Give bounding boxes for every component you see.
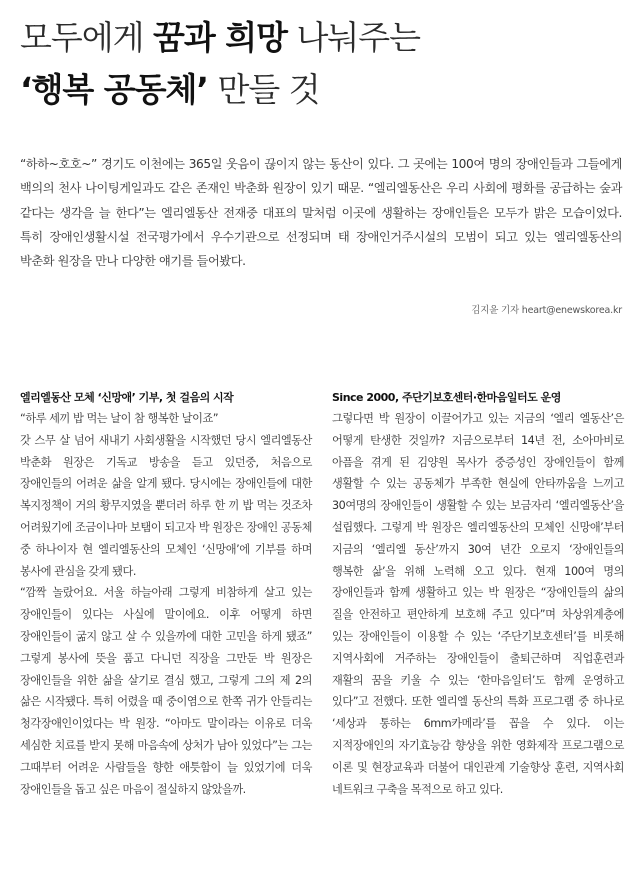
headline-line2: [20, 70, 320, 109]
left-paragraph: “하루 세끼 밥 먹는 날이 참 행복한 날이죠”: [20, 412, 219, 425]
right-paragraph: 그렇다면 박 원장이 이끌어가고 있는 지금의 ‘엘리 엘동산’은 어떻게 탄생한 것일까? 지금으로부터 14년 전, 소아마비로 아픔을 겪게 된 김양원 목사가 중증성인 장애인들이 함께 생활할 수 있는 공동체가 부족한 현실에 안타까움을 느끼고 30여명의 장애인들이 생활할 수 있는 보금자리 ‘엘리엘동산’을 설립했다. 그렇게 박 원장은 엘리엘동산의 모체인 신망애’부터 지금의 ‘엘리엘 동산’까지 30여 년간 오로지 ‘장애인들의 행복한 삶’을 위해 노력해 오고 있다. 현재 100여 명의 장애인들과 함께 생활하고 있는 박 원장은 “장애인들의 삶의 질을 안전하고 편안하게 보호해 주고 있다”며 차상위계층에 있는 장애인들이 이용할 수 있는 ‘주단기보호센터’를 비롯해 지역사회에 거주하는 장애인들이 출퇴근하며 직업훈련과 재활의 꿈을 키울 수 있는 ‘한마음일터’도 함께 운영하고 있다”고 전했다. 또한 엘리엘 동산의 특화 프로그램 중 하나로 ‘세상과 통하는 6mm카메라’를 꼽을 수 있다. 이는 지적장애인의 자기효능감 향상을 위한 영화제작 프로그램으로 이론 및 현장교육과 더불어 대인관계 기술향상 훈련, 지역사회 네트워크 구축을 목적으로 하고 있다.: [332, 412, 624, 796]
headline-line1-bold: 꿈과 희망: [153, 18, 288, 57]
headline-line2-post: 만들 것: [207, 70, 320, 109]
left-paragraph: “깜짝 놀랐어요. 서울 하늘아래 그렇게 비참하게 살고 있는 장애인들이 있다는 사실에 말이에요. 이후 어떻게 하면 장애인들이 굶지 않고 살 수 있을까에 대한 고민을 하게 됐죠” 그렇게 봉사에 뜻을 품고 다니던 직장을 그만둔 박 원장은 장애인들을 위한 삶을 살기로 결심 했고, 그렇게 그의 제 2의 삶은 시작됐다. 특히 어렸을 때 중이염으로 한쪽 귀가 안들리는 청각장애인이었다는 박 원장. “아마도 말이라는 이유로 더욱 세심한 치료를 받지 못해 마음속에 상처가 남아 있었다”는 그는 그때부터 어려운 사람들을 향한 애틋함이 늘 있었기에 더욱 장애인들을 돕고 싶은 마음이 절실하지 않았을까.: [20, 586, 312, 796]
headline-line1-pre: 모두에게: [20, 18, 154, 57]
byline: 김지윤 기자 heart@enewskorea.kr: [471, 305, 622, 316]
headline: [20, 12, 620, 116]
headline-line1-post: 나눠주는: [287, 18, 421, 57]
right-column: [332, 388, 624, 800]
left-column-heading: 엘리엘동산 모체 ‘신망애’ 기부, 첫 걸음의 시작: [20, 391, 234, 404]
left-column: [20, 388, 312, 800]
headline-line2-bold: ‘행복 공동체’: [20, 70, 208, 109]
right-column-heading: Since 2000, 주단기보호센터·한마음일터도 운영: [332, 391, 561, 404]
lead-paragraph: “하하~호호~” 경기도 이천에는 365일 웃음이 끊이지 않는 동산이 있다. 그 곳에는 100여 명의 장애인들과 그들에게 백의의 천사 나이팅게일과도 같은 존재인 박춘화 원장이 있기 때문. “엘리엘동산은 우리 사회에 평화를 공급하는 숲과 같다는 생각을 늘 한다”는 엘리엘동산 전재중 대표의 말처럼 이곳에 생활하는 장애인들은 모두가 밝은 모습이었다. 특히 장애인생활시설 전국평가에서 우수기관으로 선정되며 태 장애인거주시설의 모범이 되고 있는 엘리엘동산의 박춘화 원장을 만나 다양한 얘기를 들어봤다.: [20, 157, 622, 269]
headline-line1: [20, 18, 420, 57]
left-paragraph: 갓 스무 살 넘어 새내기 사회생활을 시작했던 당시 엘리엘동산 박춘화 원장은 기독교 방송을 듣고 있던중, 처음으로 장애인들의 어려운 삶을 알게 됐다. 당시에는 장애인들에 대한 복지정책이 거의 황무지였을 뿐더러 하루 한 끼 밥 먹는 것조차 어려웠기에 조금이나마 보탬이 되고자 박 원장은 장애인 공동체 중 하나이자 현 엘리엘동산의 모체인 ‘신망애’에 기부를 하며 봉사에 관심을 갖게 됐다.: [20, 433, 312, 578]
